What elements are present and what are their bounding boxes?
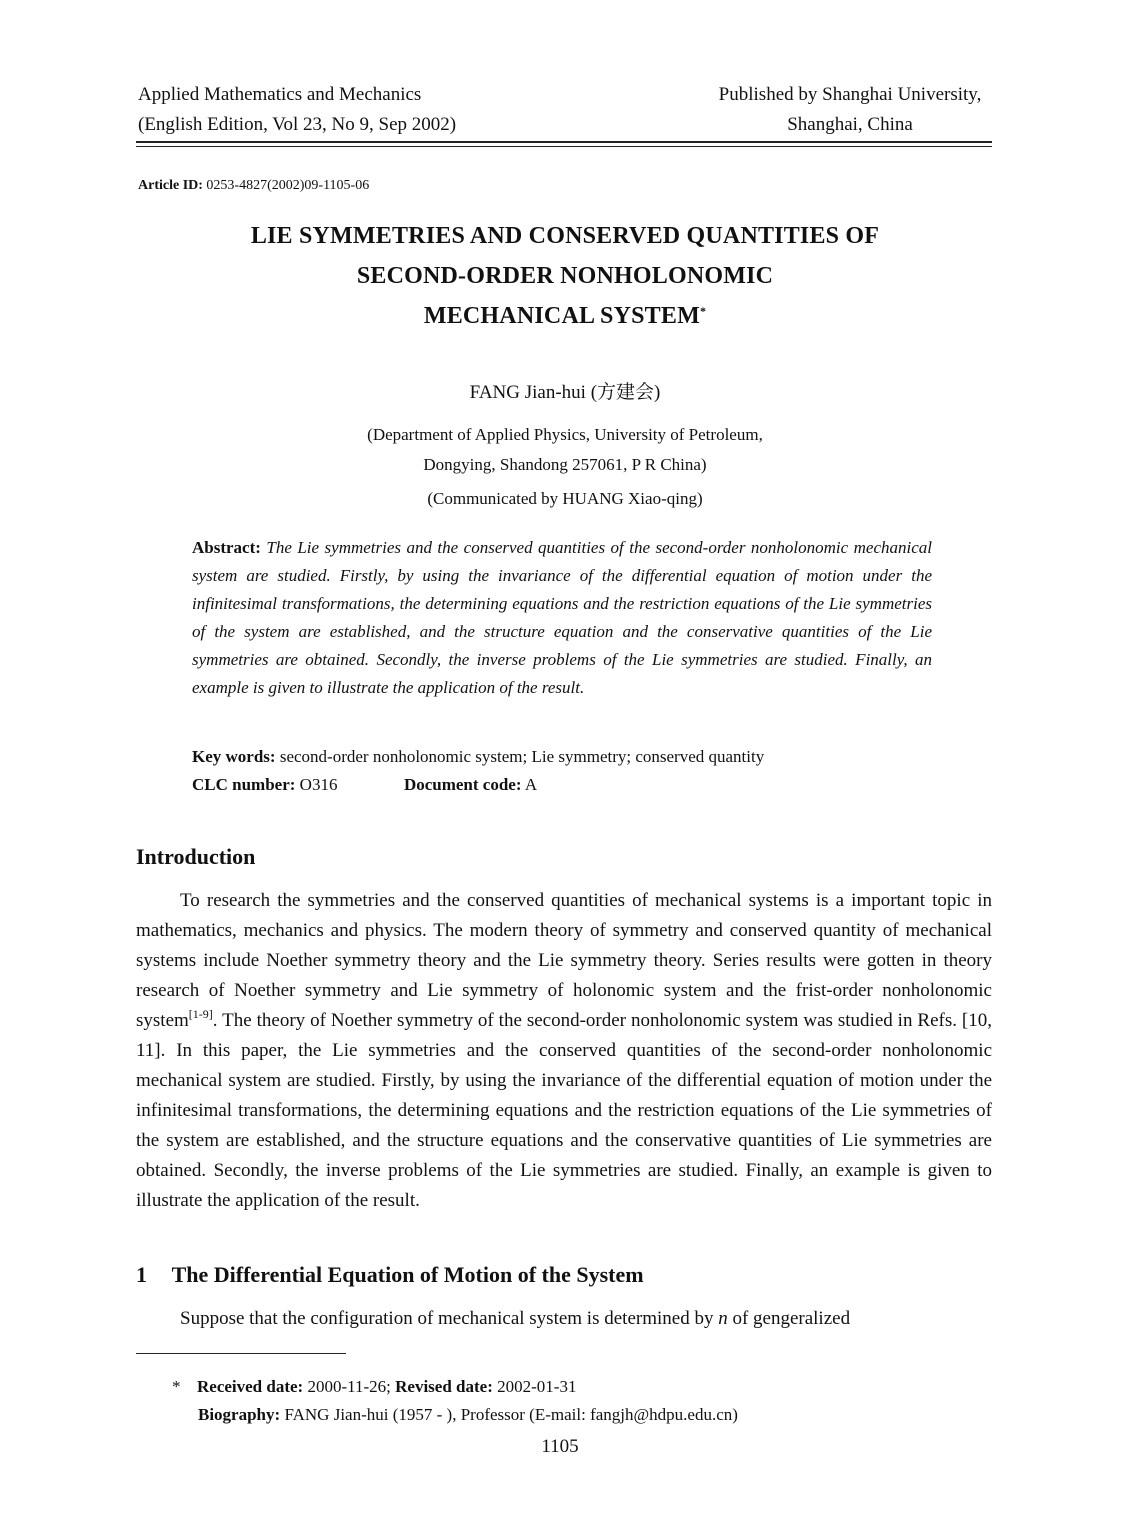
clc-value: O316: [299, 775, 338, 794]
keywords-label: Key words:: [192, 747, 276, 766]
keywords-block: [192, 743, 932, 799]
publisher-header: [690, 80, 1010, 140]
section-1-text-after: of gengeralized: [727, 1308, 851, 1329]
title-line-3-text: MECHANICAL SYSTEM: [423, 303, 700, 329]
revised-value: 2002-01-31: [497, 1377, 577, 1396]
affiliation-line-1: (Department of Applied Physics, University of Petroleum,: [367, 425, 763, 444]
header-rule-bottom: [136, 146, 992, 147]
author-name: FANG Jian-hui (方建会): [469, 382, 661, 403]
communicated-by: (Communicated by HUANG Xiao-qing): [427, 489, 703, 508]
footnote-rule: [136, 1353, 346, 1354]
article-id: [138, 178, 369, 194]
abstract: [192, 534, 932, 702]
intro-citation: [1-9]: [188, 1007, 213, 1021]
title-footnote-mark: *: [699, 304, 707, 318]
keywords-value: second-order nonholonomic system; Lie symmetry; conserved quantity: [279, 747, 765, 766]
article-id-value: 0253-4827(2002)09-1105-06: [206, 178, 370, 193]
section-1-body: [136, 1304, 992, 1334]
page-number: 1105: [541, 1436, 579, 1457]
intro-text-2: . The theory of Noether symmetry of the second-order nonholonomic system was studied in Refs. [10, 11]. In this paper, the Lie symmetries and the conserved quantities of the second-order nonholonomic mechanical system are studied. Firstly, by using the invariance of the differential equation of motion under the infinitesimal transformations, the determining equations and the restriction equations of the Lie symmetries of the system are established, and the structure equations and the conservative quantities of Lie symmetries are obtained. Secondly, the inverse problems of the Lie symmetries are studied. Finally, an example is given to illustrate the application of the result.: [136, 1010, 992, 1211]
title-line-3: [100, 296, 1030, 336]
doc-code-value: A: [524, 775, 538, 794]
section-1-number: 1: [136, 1262, 147, 1287]
section-1-heading: [136, 1262, 644, 1288]
publisher-location: Shanghai, China: [787, 114, 913, 135]
author-block: [100, 378, 1030, 408]
article-id-label: Article ID:: [138, 178, 203, 193]
classification-line: [192, 771, 932, 799]
revised-label: Revised date:: [395, 1377, 493, 1396]
introduction-body: [136, 886, 992, 1216]
abstract-text: The Lie symmetries and the conserved quantities of the second-order nonholonomic mechanical system are studied. Firstly, by using the invariance of the differential equation of motion under the infinitesimal transformations, the determining equations and the restriction equations of the Lie symmetries of the system are established, and the structure equation and the conservative quantities of the Lie symmetries are obtained. Secondly, the inverse problems of the Lie symmetries are studied. Finally, an example is given to illustrate the application of the result.: [192, 538, 933, 697]
journal-issue: (English Edition, Vol 23, No 9, Sep 2002): [138, 114, 457, 135]
biography-value: FANG Jian-hui (1957 - ), Professor (E-mail: fangjh@hdpu.edu.cn): [284, 1405, 738, 1424]
introduction-paragraph: [136, 886, 992, 1216]
footnote-mark: *: [172, 1377, 181, 1396]
title-line-2: SECOND-ORDER NONHOLONOMIC: [356, 263, 774, 289]
section-1-text-before: Suppose that the configuration of mechanical system is determined by: [180, 1308, 719, 1329]
title-line-1: LIE SYMMETRIES AND CONSERVED QUANTITIES OF: [250, 223, 880, 249]
publisher-name: Published by Shanghai University,: [718, 84, 982, 105]
biography-label: Biography:: [198, 1405, 281, 1424]
abstract-label: Abstract:: [192, 538, 261, 557]
affiliation-block: [100, 420, 1030, 514]
footnote-biography: [172, 1401, 992, 1429]
journal-name: Applied Mathematics and Mechanics: [138, 84, 422, 105]
received-label: Received date:: [197, 1377, 304, 1396]
received-value: 2000-11-26;: [307, 1377, 391, 1396]
keywords-line: [192, 743, 932, 771]
introduction-heading: Introduction: [136, 844, 256, 869]
intro-text-1: To research the symmetries and the conserved quantities of mechanical systems is a important topic in mathematics, mechanics and physics. The modern theory of symmetry and conserved quantity of mechanical systems include Noether symmetry theory and the Lie symmetry theory. Series results were gotten in theory research of Noether symmetry and Lie symmetry of holonomic system and the frist-order nonholonomic system: [136, 890, 992, 1031]
paper-title: [100, 216, 1030, 336]
section-1-title: The Differential Equation of Motion of the System: [171, 1262, 644, 1287]
clc-label: CLC number:: [192, 775, 296, 794]
footnote-dates: [172, 1373, 992, 1401]
header-rule-top: [136, 141, 992, 143]
doc-code-label: Document code:: [403, 775, 522, 794]
section-1-paragraph: [136, 1304, 992, 1334]
journal-header: [138, 80, 456, 140]
footnote: [172, 1373, 992, 1429]
affiliation-line-2: Dongying, Shandong 257061, P R China): [423, 455, 707, 474]
section-1-variable: n: [718, 1308, 728, 1329]
